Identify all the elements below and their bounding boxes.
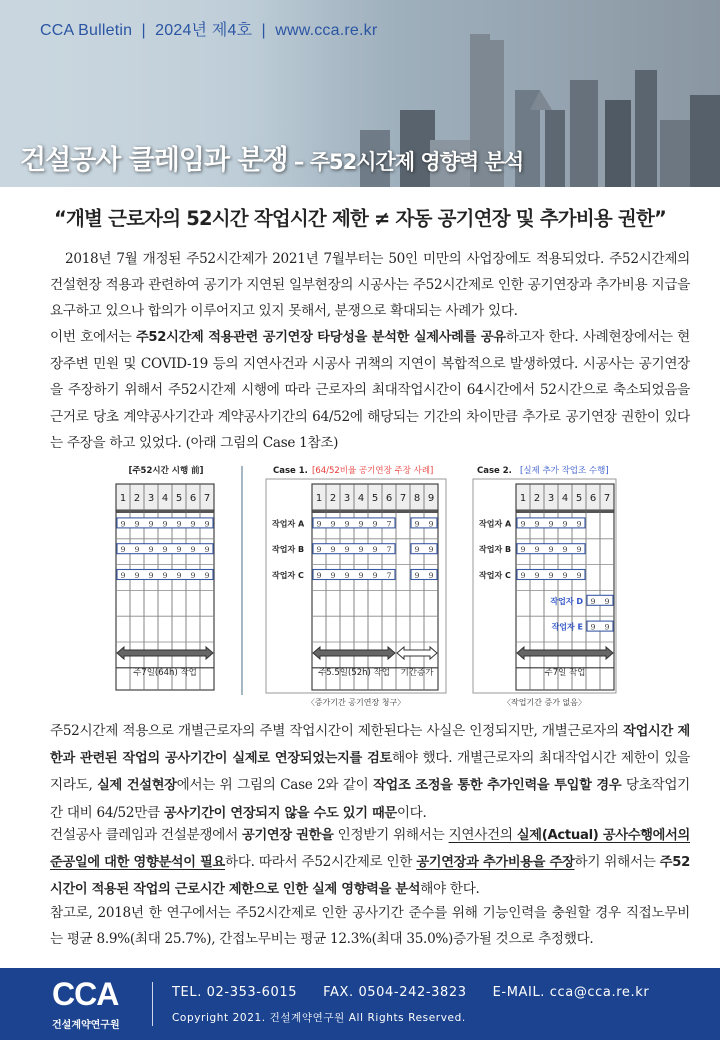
- bold-text: 공사기간이 연장되지 않을 수도 있기 때문: [163, 805, 397, 821]
- day-number: 8: [413, 493, 421, 504]
- bold-text: 공기연장 권한을: [242, 828, 334, 843]
- text: 당초작업기간 대비 64/52만큼: [50, 777, 691, 821]
- text: 건설공사 클레임과 건설분쟁에서: [50, 827, 243, 843]
- page-title: [20, 138, 523, 177]
- day-number: 4: [161, 493, 169, 504]
- worker-label: 작업자 E: [551, 622, 583, 632]
- text: 에서는 위 그림의 Case 2와 같이: [176, 777, 374, 794]
- paragraph-5: [50, 900, 690, 952]
- fax: FAX. 0504-242-3823: [323, 985, 467, 1000]
- hours-value: 9: [428, 519, 434, 529]
- underlined-text: 지연사건의: [448, 827, 517, 843]
- logo-subtitle: 건설계약연구원: [52, 1020, 120, 1031]
- text: 하다. 따라서 주52시간제로 인한: [225, 854, 417, 871]
- hours-value: 7: [386, 545, 392, 555]
- hours-value: 9: [562, 571, 568, 580]
- figure-case-comparison: [0, 455, 720, 710]
- hours-value: 9: [344, 519, 350, 529]
- day-number: 2: [133, 493, 141, 504]
- hours-value: 9: [204, 519, 210, 529]
- hours-value: 9: [316, 571, 322, 580]
- hours-value: 9: [520, 571, 526, 580]
- bold-text: 작업조 조정을 통한 추가인력을 투입할 경우: [373, 778, 622, 794]
- day-number: 1: [119, 493, 127, 504]
- hours-value: 9: [162, 545, 168, 555]
- text: 해야 했다. 개별근로자의 최대작업시간 제한이 있을지라도,: [50, 750, 690, 794]
- day-number: 1: [519, 493, 527, 504]
- day-number: 5: [371, 493, 379, 504]
- footer-divider: [152, 982, 153, 1026]
- headline-quote: “개별 근로자의 52시간 작업시간 제한 ≠ 자동 공기연장 및 추가비용 권한”: [54, 207, 666, 230]
- work-hours-bar: [313, 570, 395, 580]
- paragraph-1: [50, 246, 690, 325]
- hours-value: 9: [414, 519, 420, 529]
- hours-value: 9: [190, 519, 196, 529]
- worker-label: 작업자 B: [272, 545, 305, 555]
- figure-caption: 〈증가기간 공기연장 청구〉: [306, 698, 406, 707]
- hours-value: 9: [162, 571, 168, 580]
- hours-value: 9: [358, 545, 364, 555]
- figure-title: [64/52비율 공기연장 주장 사례]: [312, 466, 434, 476]
- figure-title: [실제 추가 작업조 수행]: [520, 466, 609, 476]
- day-number: 4: [357, 493, 365, 504]
- day-number: 9: [427, 493, 435, 504]
- paragraph-3: [50, 718, 690, 827]
- text: 하기 위해서는: [574, 854, 660, 871]
- bulletin-issue-line: CCA Bulletin | 2024년 제4호 | www.cca.re.kr: [40, 22, 378, 39]
- hours-value: 9: [204, 571, 210, 580]
- bold-text: 작업시간 제한과 관련된 작업의 공사기간이 실제로 연장되었는지를 검토: [50, 724, 690, 767]
- hours-value: 9: [330, 571, 336, 580]
- figure-caption: 〈작업기간 증가 없음〉: [503, 698, 586, 707]
- hours-value: 7: [386, 519, 392, 529]
- title-sub: – 주52시간제 영향력 분석: [287, 150, 524, 174]
- hours-value: 9: [148, 545, 154, 555]
- table-border: [116, 484, 214, 690]
- worker-label: 작업자 C: [272, 571, 304, 580]
- hours-value: 9: [534, 519, 540, 529]
- hours-value: 9: [190, 545, 196, 555]
- day-number: 3: [343, 493, 351, 504]
- duration-label: 기간증가: [400, 668, 434, 678]
- duration-label: 주5.5일(52h) 작업: [318, 668, 390, 678]
- hours-value: 9: [344, 571, 350, 580]
- hours-value: 9: [520, 545, 526, 555]
- hours-value: 9: [316, 545, 322, 555]
- hours-value: 9: [176, 571, 182, 580]
- text: 이번 호에서는: [50, 329, 136, 345]
- figure-title: [주52시간 시행 前]: [128, 466, 204, 476]
- hours-value: 9: [358, 519, 364, 529]
- hours-value: 9: [534, 571, 540, 580]
- title-main: 건설공사 클레임과 분쟁: [20, 145, 288, 176]
- hours-value: 9: [148, 519, 154, 529]
- hours-value: 9: [576, 519, 582, 529]
- bold-text: 주52시간제 적용관련 공기연장 타당성을 분석한 실제사례를 공유: [135, 330, 506, 345]
- hours-value: 9: [520, 519, 526, 529]
- case-label: Case 1.: [273, 466, 308, 476]
- hours-value: 9: [120, 571, 126, 580]
- text: 이다.: [396, 804, 427, 821]
- hours-value: 9: [576, 545, 582, 555]
- header-divider: [516, 510, 614, 513]
- work-hours-bar: [313, 544, 395, 554]
- hours-value: 9: [134, 571, 140, 580]
- phone: TEL. 02-353-6015: [172, 985, 298, 1000]
- day-number: 7: [399, 493, 407, 504]
- table-border: [516, 484, 614, 690]
- day-number: 1: [315, 493, 323, 504]
- hours-value: 9: [548, 545, 554, 555]
- hours-value: 9: [372, 571, 378, 580]
- text: 하고자 한다. 사례현장에서는 현장주변 민원 및 COVID-19 등의 지연사건과 시공사 귀책의 지연이 복합적으로 발생하였다. 시공사는 공기연장을 주장하기 위해서 주52시간제 시행에 따라 근로자의 최대작업시간이 64시간에서 52시간으로 축소되었음을 근거로 당초 계약공사기간과 계약공사기간의 64/52에 해당되는 기간의 차이만큼 추가로 공기연장 권한이 있다는 주장을 하고 있었다. (아래 그림의 Case 1참조): [50, 329, 690, 451]
- worker-label: 작업자 A: [272, 519, 305, 529]
- hours-value: 9: [372, 519, 378, 529]
- duration-arrow: [517, 647, 613, 659]
- hours-value: 9: [148, 571, 154, 580]
- hours-value: 9: [548, 571, 554, 580]
- hours-value: 9: [534, 545, 540, 555]
- hours-value: 9: [134, 519, 140, 529]
- paragraph-2: [50, 324, 690, 456]
- day-number: 3: [547, 493, 555, 504]
- header-divider: [116, 510, 214, 513]
- day-number: 7: [203, 493, 211, 504]
- day-number: 7: [603, 493, 611, 504]
- day-number: 6: [385, 493, 393, 504]
- hours-value: 9: [120, 519, 126, 529]
- hours-value: 9: [162, 519, 168, 529]
- hours-value: 9: [428, 571, 434, 580]
- duration-label: 주7일(64h) 작업: [133, 668, 197, 678]
- hours-value: 9: [316, 519, 322, 529]
- hours-value: 9: [190, 571, 196, 580]
- hours-value: 9: [562, 545, 568, 555]
- hours-value: 9: [414, 571, 420, 580]
- bold-text: 실제 건설현장: [97, 778, 177, 794]
- hours-value: 9: [176, 545, 182, 555]
- hours-value: 9: [590, 596, 596, 606]
- day-number: 4: [561, 493, 569, 504]
- hours-value: 9: [576, 571, 582, 580]
- hours-value: 9: [330, 545, 336, 555]
- hours-value: 9: [120, 545, 126, 555]
- work-hours-bar: [313, 518, 395, 528]
- bold-underlined-text: 공기연장과 추가비용을 주장: [416, 855, 575, 871]
- figure-diagram: [0, 455, 720, 710]
- hours-value: 9: [204, 545, 210, 555]
- table-border: [312, 484, 438, 690]
- hours-value: 9: [176, 519, 182, 529]
- text: 인정받기 위해서는: [333, 827, 449, 843]
- hours-value: 9: [358, 571, 364, 580]
- hours-value: 9: [372, 545, 378, 555]
- hours-value: 9: [562, 519, 568, 529]
- day-number: 5: [175, 493, 183, 504]
- worker-label: 작업자 A: [479, 519, 512, 529]
- hours-value: 9: [414, 545, 420, 555]
- day-number: 3: [147, 493, 155, 504]
- hours-value: 9: [344, 545, 350, 555]
- email-link[interactable]: E-MAIL. cca@cca.re.kr: [492, 985, 650, 1000]
- hours-value: 9: [428, 545, 434, 555]
- hours-value: 9: [604, 596, 610, 606]
- hours-value: 9: [134, 545, 140, 555]
- duration-label: 주7일 작업: [544, 668, 586, 678]
- day-number: 5: [575, 493, 583, 504]
- text: 주52시간제 적용으로 개별근로자의 주별 작업시간이 제한된다는 사실은 인정되지만, 개별근로자의: [50, 723, 624, 739]
- text: 2018년 7월 개정된 주52시간제가 2021년 7월부터는 50인 미만의 사업장에도 적용되었다. 주52시간제의 건설현장 적용과 관련하여 공기가 지연된 일부현장의 시공사는 주52시간제로 인한 공기연장과 추가비용 지급을 요구하고 있으나 합의가 이루어지고 있지 못해서, 분쟁으로 확대되는 사례가 있다.: [50, 251, 690, 320]
- text: 참고로, 2018년 한 연구에서는 주52시간제로 인한 공사기간 준수를 위해 기능인력을 충원할 경우 직접노무비는 평균 8.9%(최대 25.7%), 간접노무비는 평균 12.3%(최대 35.0%)증가될 것으로 추정했다.: [50, 905, 690, 948]
- hours-value: 9: [590, 622, 596, 632]
- bold-text: 주52시간이 적용된 작업의 근로시간 제한으로 인한 실제 영향력을 분석: [50, 855, 690, 898]
- duration-arrow: [397, 647, 437, 659]
- hours-value: 9: [330, 519, 336, 529]
- hours-value: 9: [604, 622, 610, 632]
- case-label: Case 2.: [477, 466, 512, 476]
- bold-underlined-text: 실제(Actual) 공사수행에서의 준공일에 대한 영향분석이 필요: [50, 828, 690, 871]
- hours-value: 7: [386, 571, 392, 580]
- duration-arrow: [117, 647, 213, 659]
- day-number: 2: [533, 493, 541, 504]
- day-number: 6: [189, 493, 197, 504]
- day-number: 2: [329, 493, 337, 504]
- header-banner: [0, 0, 720, 187]
- worker-label: 작업자 D: [550, 596, 583, 606]
- copyright: Copyright 2021. 건설계약연구원 All Rights Reserved.: [172, 1012, 466, 1024]
- text: 해야 한다.: [420, 881, 480, 898]
- footer: [0, 968, 720, 1040]
- worker-label: 작업자 B: [479, 545, 512, 555]
- header-divider: [312, 510, 438, 513]
- day-number: 6: [589, 493, 597, 504]
- hours-value: 9: [548, 519, 554, 529]
- paragraph-4: [50, 822, 690, 904]
- worker-label: 작업자 C: [479, 571, 511, 580]
- contact-info: [172, 985, 675, 1000]
- cca-logo: CCA: [52, 976, 119, 1012]
